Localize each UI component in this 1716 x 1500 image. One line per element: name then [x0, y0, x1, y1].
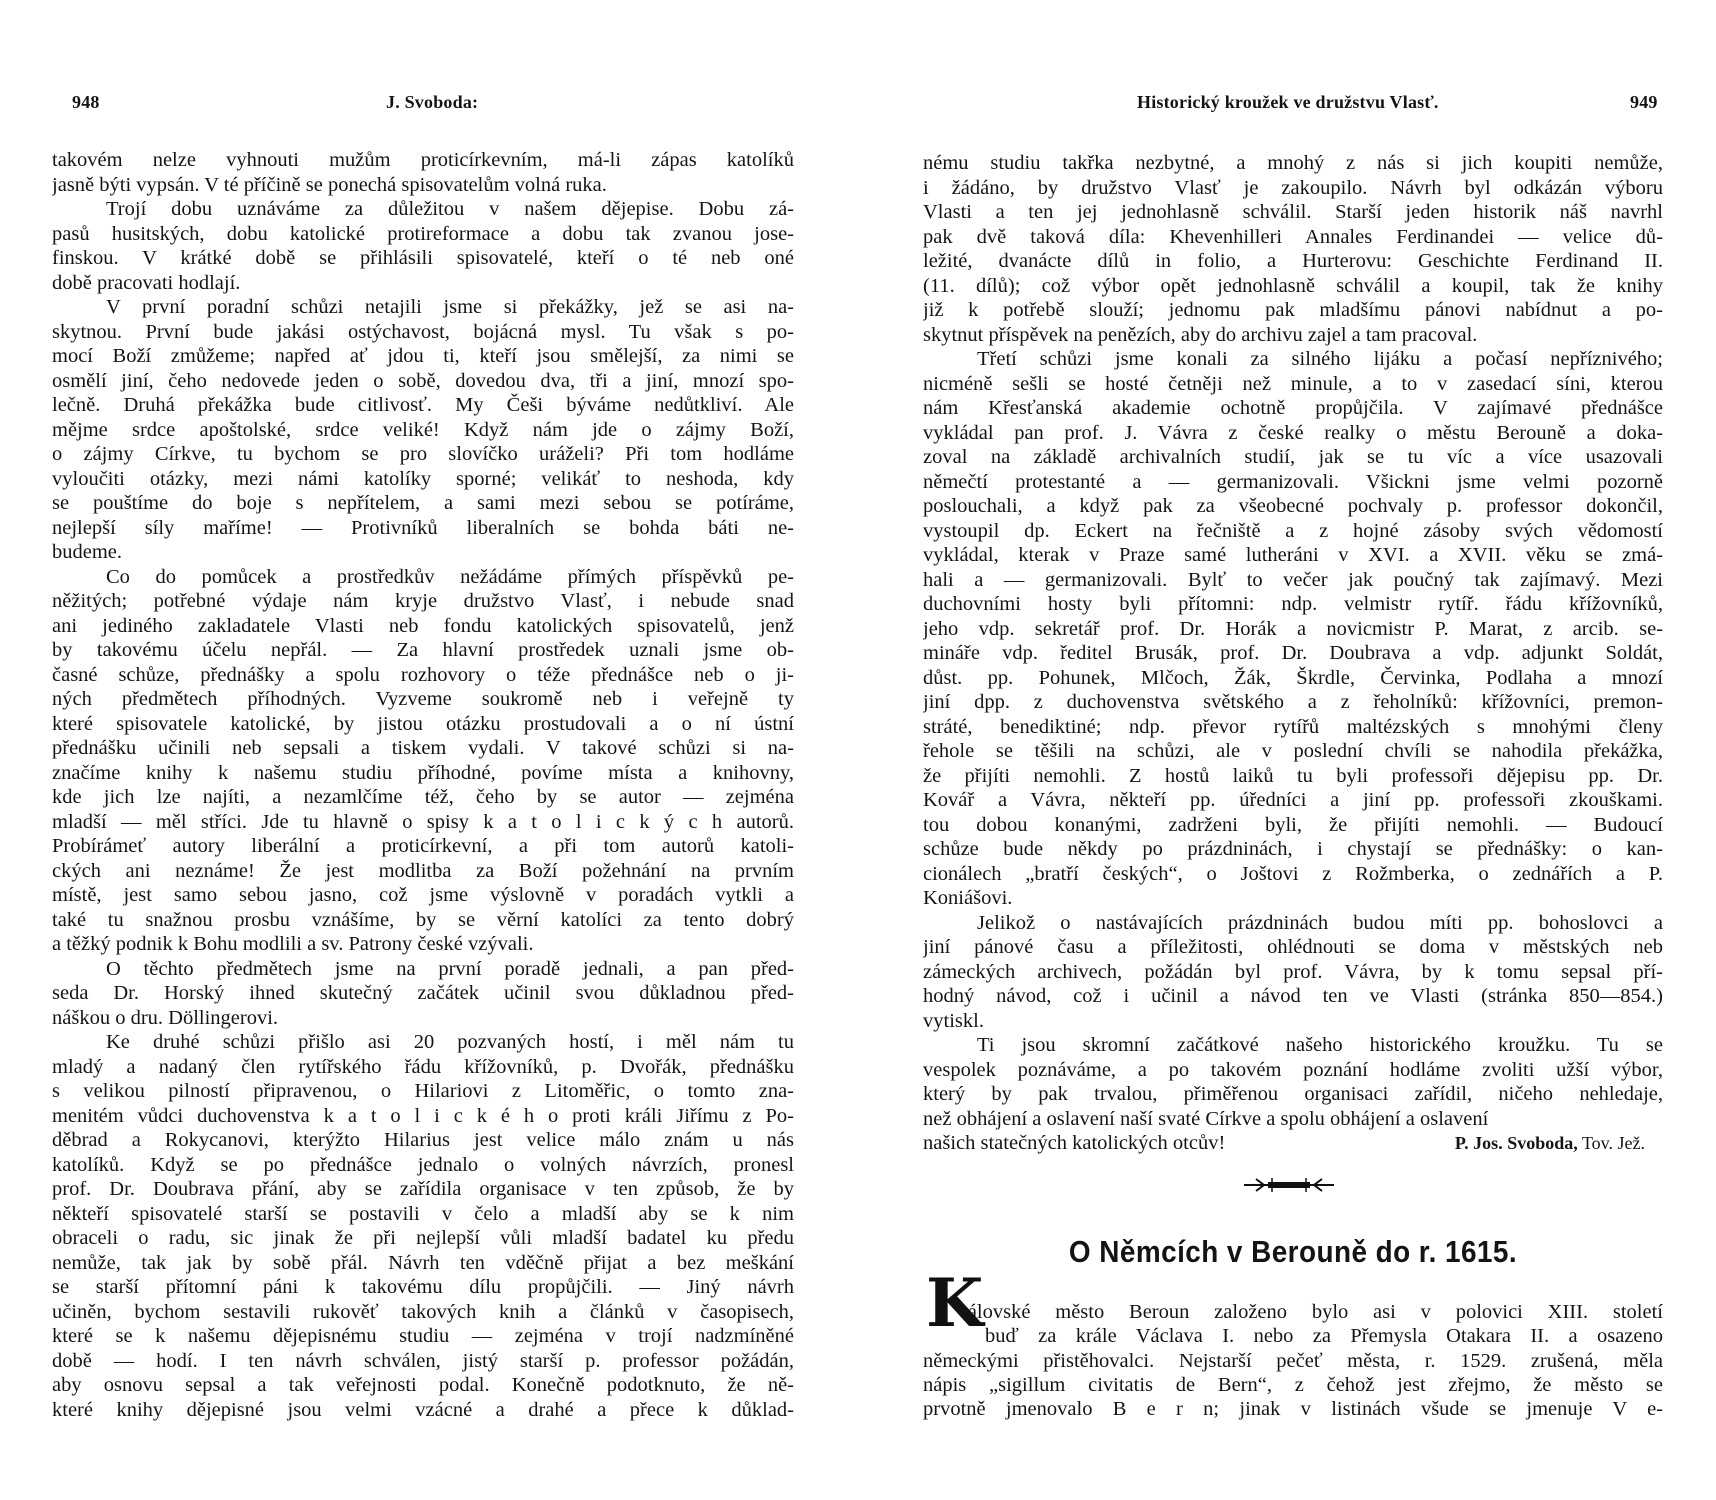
text-line: důst. pp. Pohunek, Mlčoch, Žák, Škrdle, Červinka, Podlaha a mnozí — [923, 666, 1663, 689]
paragraph — [52, 295, 794, 565]
right-paragraphs — [923, 151, 1663, 1131]
right-page-number: 949 — [1630, 92, 1658, 112]
text-line: hodný návod, což i učinil a návod ten ve Vlasti (stránka 850—854.) — [923, 985, 1663, 1007]
text-line: nemůže, tak jak by sobě přál. Návrh ten vděčně přijat a bez meškání — [52, 1251, 794, 1274]
paragraph — [52, 565, 794, 957]
text-line: mladší — měl stříci. Jde tu hlavně o spisy k a t o l i c k ý c h autorů. — [52, 810, 794, 833]
text-line: nicméně sešli se hosté četněji než minule, a to v zasedací síni, kterou — [923, 372, 1663, 395]
text-line: které se k našemu dějepisnému studiu — zejména v trojí nadzmíněné — [52, 1325, 794, 1347]
text-line: prvotně jmenovalo B e r n; jinak v listinách všude se jmenuje V e- — [923, 1398, 1663, 1421]
text-line: mladý a nadaný člen rytířského řádu křížovníků, p. Dvořák, přednášku — [52, 1055, 794, 1078]
text-line: se pouštíme do boje s nepřítelem, a sami mezi sebou se potíráme, — [52, 492, 794, 514]
text-line: (11. dílů); což výbor opět jednohlasně schválil a koupil, tak že knihy — [923, 274, 1663, 297]
left-page-text — [52, 148, 794, 1422]
text-line: lečně. Druhá překážka bude citlivosť. My Češi býváme nedůtkliví. Ale — [52, 394, 794, 416]
text-line: se starší přítomní páni k takovému dílu propůjčili. — Jiný návrh — [52, 1276, 794, 1298]
text-line: němečtí protestanté a — germanizovali. Všickni jsme velmi pozorně — [923, 470, 1663, 493]
text-line: skytnut příspěvek na penězích, aby do archivu zajel a tam pracoval. — [923, 323, 1478, 346]
text-line: stráté, benediktiné; ndp. převor rytířů maltézských s mnohými členy — [923, 715, 1663, 738]
text-line: prof. Dr. Doubrava přání, aby se zařídila organisace v ten způsob, že by — [52, 1178, 794, 1200]
drop-cap: K — [926, 1264, 984, 1342]
text-line: Třetí schůzi jsme konali za silného lijáku a počasí nepříznivého; — [977, 348, 1663, 370]
closing-signature-line — [923, 1131, 1663, 1156]
text-line: by takovému účelu nepřál. — Za hlavní prostředek uznali jsme ob- — [52, 639, 794, 661]
text-line: Ti jsou skromní začátkové našeho historického kroužku. Tu se — [977, 1034, 1663, 1056]
text-line: O těchto předmětech jsme na první poradě jednali, a pan před- — [106, 957, 794, 980]
text-line: Ke druhé schůzi přišlo asi 20 pozvaných hostí, i měl nám tu — [106, 1031, 794, 1053]
text-line: vystoupil dp. Eckert na řečniště a z hojné zásoby svých vědomostí — [923, 519, 1663, 542]
text-line: jasně býti vypsán. V té příčině se ponechá spisovatelům volná ruka. — [52, 173, 607, 196]
text-line: nému studiu takřka nezbytné, a mnohý z nás si jich koupiti nemůže, — [923, 152, 1663, 174]
text-line: zámeckých archivech, požádán byl prof. Vávra, by k tomu sepsal pří- — [923, 960, 1663, 983]
text-line: také tu snažnou prosbu vznášíme, by se věrní katolíci za tento dobrý — [52, 908, 794, 931]
text-line: finskou. V krátké době se přihlásili spisovatelé, kteří o té neb oné — [52, 247, 794, 269]
paragraph — [52, 148, 794, 197]
text-line: nejlepší síly maříme! — Protivníků liberalních se bohda báti ne- — [52, 516, 794, 539]
text-line: cionálech „bratří českých“, o Joštovi z Rožmberka, o zednářích a P. — [923, 862, 1663, 885]
text-line: ani jediného zakladatele Vlasti neb fondu katolických spisovatelů, jenž — [52, 614, 794, 637]
text-line: aby osnovu sepsal a tak veřejnosti podal. Konečně podotknuto, že ně- — [52, 1374, 794, 1396]
text-line: řehole se těšili na schůzi, ale v poslední chvíli se nahodila překážka, — [923, 740, 1663, 762]
left-page-number: 948 — [72, 92, 100, 112]
paragraph — [923, 911, 1663, 1034]
ornament-divider-icon — [1242, 1175, 1336, 1195]
text-line: nám Křesťanská akademie ochotně propůjčila. V zajímavé přednášce — [923, 397, 1663, 419]
text-line: s velikou pilností připravenou, o Hilariovi z Litoměřic, o tomto zna- — [52, 1080, 794, 1102]
text-line: budeme. — [52, 541, 123, 563]
text-line: Probírámeť autory liberální a proticírkevní, a při tom autorů katoli- — [52, 835, 794, 857]
text-line: osmělí jiní, čeho nedovede jeden o sobě, dovedou dva, tři a jiní, mnozí spo- — [52, 369, 794, 392]
text-line: rálovské město Beroun založeno bylo asi v polovici XIII. století — [961, 1301, 1663, 1323]
text-line: vykládal, kterak v Praze samé lutheráni v XVI. a XVII. věku se zmá- — [923, 544, 1663, 566]
text-line: takovém nelze vyhnouti mužům proticírkevním, má-li zápas katolíků — [52, 149, 794, 171]
text-line: Jelikož o nastávajících prázdninách budou míti pp. bohoslovci a — [977, 911, 1663, 934]
text-line: německými přistěhovalci. Nejstarší pečeť města, r. 1529. zrušená, měla — [923, 1349, 1663, 1372]
signature — [1455, 1131, 1663, 1156]
text-line: přednášku učinili neb sepsali a tiskem vydali. V takové schůzi si na- — [52, 737, 794, 759]
text-line: skytnou. První bude jakási ostýchavost, bojácná mysl. Tu však s po- — [52, 320, 794, 343]
text-line: místě, jest samo sebou jasno, což jsme výslovně v poradách vytkli a — [52, 884, 794, 906]
left-running-head: J. Svoboda: — [386, 92, 479, 112]
signature-name: Svoboda, — [1507, 1133, 1578, 1153]
text-line: Vlasti a ten jej jednohlasně schválil. Starší jeden historik náš navrhl — [923, 201, 1663, 223]
text-line: než obhájení a oslavení naší svaté Církve a spolu obhájení a oslavení — [923, 1107, 1489, 1130]
text-line: Trojí dobu uznáváme za důležitou v našem dějepise. Dobu zá- — [106, 198, 794, 220]
section-body — [923, 1300, 1663, 1421]
text-line: mináře vdp. ředitel Brusák, prof. Dr. Doubrava a vdp. adjunkt Soldát, — [923, 642, 1663, 664]
text-line: i žádáno, by družstvo Vlasť je zakoupilo. Návrh byl odkázán výboru — [923, 176, 1663, 199]
text-line: nápis „sigillum civitatis de Bern“, z čehož jest zřejmo, že město se — [923, 1373, 1663, 1396]
text-line: značíme knihy k našemu studiu příhodné, povíme místa a knihovny, — [52, 761, 794, 784]
closing-line: našich statečných katolických otcův! — [923, 1132, 1226, 1154]
text-line: mocí Boží zmůžeme; napřed ať jdou ti, kteří jsou smělejší, za nimi se — [52, 345, 794, 367]
text-line: Co do pomůcek a prostředkův nežádáme přímých příspěvků pe- — [106, 565, 794, 588]
text-line: mějme srdce apoštolské, srdce veliké! Když nám jde o zájmy Boží, — [52, 418, 794, 441]
paragraph — [923, 347, 1663, 911]
text-line: něžitých; potřebné výdaje nám kryje družstvo Vlasť, i nebude snad — [52, 590, 794, 612]
text-line: někteří spisovatelé starší se postavili v čelo a mladší aby se k nim — [52, 1202, 794, 1225]
signature-prefix: P. Jos. — [1454, 1133, 1503, 1153]
paragraph — [52, 957, 794, 1031]
text-line: ležité, dvanácte dílů in folio, a Hurterovu: Geschichte Ferdinand II. — [923, 250, 1663, 272]
text-line: vespolek poznáváme, a po takovém poznání hodláme zvoliti užší výbor, — [923, 1058, 1663, 1081]
text-line: pasů husitských, dobu katolické protireformace a dobu tak zvanou jose- — [52, 222, 794, 245]
text-line: poslouchali, a když pak za všeobecné pochvaly p. professor dokončil, — [923, 495, 1663, 517]
text-line: časné schůze, přednášky a spolu rozhovory o téže přednášce neb o ji- — [52, 663, 794, 686]
text-line: náškou o dru. Döllingerovi. — [52, 1006, 279, 1029]
text-line: duchovními hosty byli přítomni: ndp. velmistr rytíř. řádu křížovníků, — [923, 593, 1663, 615]
text-line: již k potřebě slouží; jednomu pak mladšímu pánovi nabídnut a po- — [923, 299, 1663, 321]
section-title: O Němcích v Berouně do r. 1615. — [1068, 1234, 1518, 1269]
text-line: hali a — germanizovali. Bylť to večer jak poučný tak zajímavý. Mezi — [923, 568, 1663, 591]
text-line: děbrad a Rokycanovi, kterýžto Hilarius jest velice málo znám u nás — [52, 1129, 794, 1151]
text-line: katolíků. Když se po přednášce jednalo o volných návrzích, pronesl — [52, 1153, 794, 1176]
text-line: tou dobou konanými, zadrženi byli, že přijíti nemohli. — Budoucí — [923, 813, 1663, 836]
text-line: učiněn, bychom sestavili rukověť takových knih a článků v časopisech, — [52, 1300, 794, 1323]
text-line: že přijíti nemohli. Z hostů laiků tu byli professoři dějepisu pp. Dr. — [923, 764, 1663, 787]
text-line: ckých ani neznáme! Že jest modlitba za Boží požehnání na prvním — [52, 859, 794, 882]
paragraph — [923, 1033, 1663, 1131]
right-running-head: Historický kroužek ve družstvu Vlasť. — [1137, 92, 1439, 112]
paragraph — [923, 151, 1663, 347]
text-line: V první poradní schůzi netajili jsme si překážky, jež se asi na- — [106, 296, 794, 318]
text-line: vytiskl. — [923, 1009, 984, 1032]
text-line: zoval na základě archivalních studií, jak se tu víc a více usazovali — [923, 446, 1663, 468]
text-line: které spisovatele katolické, by jistou otázku prostudovali a o ní ústní — [52, 712, 794, 735]
text-line: seda Dr. Horský ihned skutečný začátek učinil svou důkladnou před- — [52, 982, 794, 1004]
text-line: jiní pánové času a příležitosti, ohlédnouti se doma v městských neb — [923, 936, 1663, 958]
text-line: vyloučiti otázky, mezi námi katolíky sporné; velikáť to neshoda, kdy — [52, 467, 794, 490]
paragraph — [52, 1030, 794, 1422]
text-line: pak dvě taková díla: Khevenhilleri Annales Ferdinandei — velice dů- — [923, 225, 1663, 248]
text-line: kde jich lze najíti, a nezamlčíme též, čeho by se autor — zejména — [52, 786, 794, 808]
text-line: který by pak trvalou, přiměřenou organisaci zařídil, ničeho nehledaje, — [923, 1083, 1663, 1105]
text-line: době — hodí. I ten návrh schválen, jistý starší p. professor požádán, — [52, 1349, 794, 1372]
text-line: schůze bude někdy po prázdninách, i chystají se přednášky: o kan- — [923, 838, 1663, 860]
text-line: Kovář a Vávra, někteří pp. úředníci a jiní pp. professoři zkouškami. — [923, 789, 1663, 811]
text-line: obraceli o radu, sic jinak že při nejlepší vůli mladší badatel ku předu — [52, 1227, 794, 1249]
right-page-text — [923, 151, 1663, 1156]
text-line: době pracovati hodlají. — [52, 271, 241, 294]
paragraph — [52, 197, 794, 295]
text-line: buď za krále Václava I. nebo za Přemysla Otakara II. a osazeno — [985, 1325, 1663, 1348]
signature-suffix: Tov. Jež. — [1581, 1133, 1645, 1153]
text-line: jeho vdp. sekretář prof. Dr. Horák a novicmistr P. Marat, z arcib. se- — [923, 617, 1663, 640]
text-line: vykládal pan prof. J. Vávra z české realky o městu Berouně a doka- — [923, 421, 1663, 444]
text-line: ných předmětech příhodných. Vyzveme soukromě neb i veřejně ty — [52, 688, 794, 710]
text-line: které knihy dějepisné jsou velmi vzácné a drahé a přece k důklad- — [52, 1398, 794, 1421]
text-line: a těžký podnik k Bohu modlili a sv. Patrony české vzývali. — [52, 933, 534, 955]
text-line: o zájmy Církve, tu bychom se pro slovíčko uráželi? Při tom hodláme — [52, 443, 794, 465]
text-line: menitém vůdci duchovenstva k a t o l i c k é h o proti králi Jiřímu z Po- — [52, 1104, 794, 1127]
text-line: Koniášovi. — [923, 887, 1013, 909]
text-line: jiní dpp. z duchovenstva světského a z řeholníků: křížovníci, premon- — [923, 691, 1663, 713]
